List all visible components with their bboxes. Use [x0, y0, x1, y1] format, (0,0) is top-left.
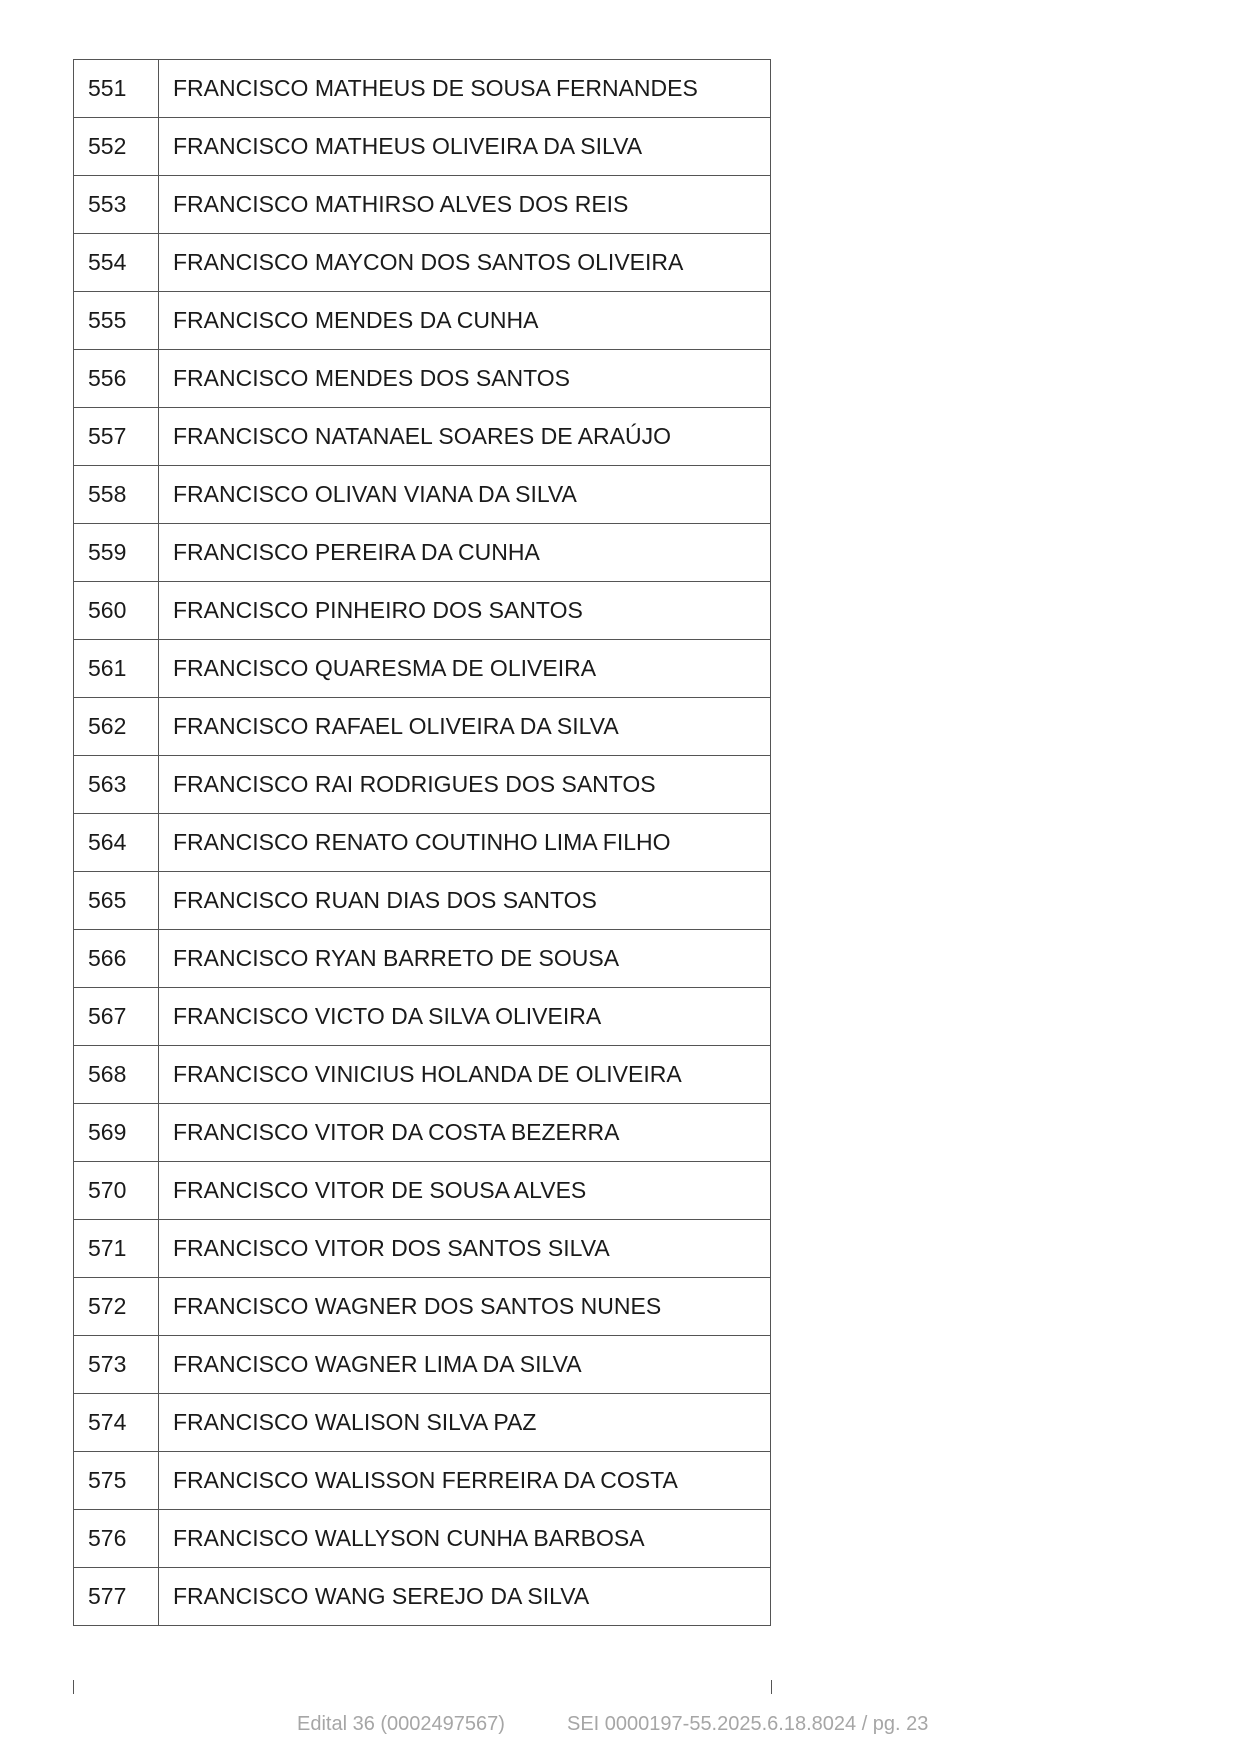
row-name: FRANCISCO WALLYSON CUNHA BARBOSA [159, 1510, 771, 1568]
row-number: 563 [74, 756, 159, 814]
row-name: FRANCISCO NATANAEL SOARES DE ARAÚJO [159, 408, 771, 466]
table-row [74, 1104, 771, 1162]
row-name: FRANCISCO QUARESMA DE OLIVEIRA [159, 640, 771, 698]
table-row [74, 292, 771, 350]
row-number: 572 [74, 1278, 159, 1336]
names-table [73, 59, 771, 1626]
row-name: FRANCISCO VITOR DA COSTA BEZERRA [159, 1104, 771, 1162]
table-row [74, 756, 771, 814]
row-name: FRANCISCO VITOR DE SOUSA ALVES [159, 1162, 771, 1220]
table-row [74, 234, 771, 292]
table-row [74, 408, 771, 466]
row-number: 557 [74, 408, 159, 466]
row-number: 551 [74, 60, 159, 118]
row-number: 562 [74, 698, 159, 756]
table-row [74, 524, 771, 582]
table-row [74, 1046, 771, 1104]
row-number: 561 [74, 640, 159, 698]
table-row [74, 1568, 771, 1626]
row-number: 569 [74, 1104, 159, 1162]
row-number: 576 [74, 1510, 159, 1568]
row-name: FRANCISCO RAFAEL OLIVEIRA DA SILVA [159, 698, 771, 756]
row-name: FRANCISCO PEREIRA DA CUNHA [159, 524, 771, 582]
table-row [74, 930, 771, 988]
table-row [74, 466, 771, 524]
row-name: FRANCISCO RAI RODRIGUES DOS SANTOS [159, 756, 771, 814]
row-number: 554 [74, 234, 159, 292]
table-row [74, 814, 771, 872]
row-name: FRANCISCO VICTO DA SILVA OLIVEIRA [159, 988, 771, 1046]
row-name: FRANCISCO VITOR DOS SANTOS SILVA [159, 1220, 771, 1278]
row-name: FRANCISCO OLIVAN VIANA DA SILVA [159, 466, 771, 524]
table-row [74, 640, 771, 698]
row-number: 553 [74, 176, 159, 234]
row-name: FRANCISCO WALISON SILVA PAZ [159, 1394, 771, 1452]
row-number: 560 [74, 582, 159, 640]
footer-sei-reference: SEI 0000197-55.2025.6.18.8024 / pg. 23 [567, 1713, 929, 1735]
row-name: FRANCISCO MATHEUS DE SOUSA FERNANDES [159, 60, 771, 118]
row-name: FRANCISCO MENDES DOS SANTOS [159, 350, 771, 408]
row-number: 567 [74, 988, 159, 1046]
row-name: FRANCISCO RENATO COUTINHO LIMA FILHO [159, 814, 771, 872]
row-name: FRANCISCO RUAN DIAS DOS SANTOS [159, 872, 771, 930]
row-name: FRANCISCO MATHEUS OLIVEIRA DA SILVA [159, 118, 771, 176]
row-number: 568 [74, 1046, 159, 1104]
row-number: 556 [74, 350, 159, 408]
table-row [74, 118, 771, 176]
table-row [74, 350, 771, 408]
row-name: FRANCISCO MATHIRSO ALVES DOS REIS [159, 176, 771, 234]
table-row [74, 1452, 771, 1510]
table-row [74, 1394, 771, 1452]
row-name: FRANCISCO WAGNER DOS SANTOS NUNES [159, 1278, 771, 1336]
row-number: 565 [74, 872, 159, 930]
row-name: FRANCISCO WANG SEREJO DA SILVA [159, 1568, 771, 1626]
table-row [74, 60, 771, 118]
row-number: 564 [74, 814, 159, 872]
row-name: FRANCISCO VINICIUS HOLANDA DE OLIVEIRA [159, 1046, 771, 1104]
table-row [74, 1162, 771, 1220]
row-name: FRANCISCO PINHEIRO DOS SANTOS [159, 582, 771, 640]
row-number: 552 [74, 118, 159, 176]
table-continuation [73, 1680, 772, 1694]
table-row [74, 988, 771, 1046]
table-row [74, 872, 771, 930]
table-row [74, 1336, 771, 1394]
row-number: 570 [74, 1162, 159, 1220]
row-number: 566 [74, 930, 159, 988]
row-number: 558 [74, 466, 159, 524]
table-row [74, 698, 771, 756]
names-table-body [74, 60, 771, 1626]
row-number: 559 [74, 524, 159, 582]
row-number: 575 [74, 1452, 159, 1510]
table-row [74, 1278, 771, 1336]
row-number: 577 [74, 1568, 159, 1626]
table-row [74, 1220, 771, 1278]
row-name: FRANCISCO MENDES DA CUNHA [159, 292, 771, 350]
row-number: 573 [74, 1336, 159, 1394]
row-number: 574 [74, 1394, 159, 1452]
table-row [74, 582, 771, 640]
row-number: 555 [74, 292, 159, 350]
row-name: FRANCISCO MAYCON DOS SANTOS OLIVEIRA [159, 234, 771, 292]
row-number: 571 [74, 1220, 159, 1278]
row-name: FRANCISCO RYAN BARRETO DE SOUSA [159, 930, 771, 988]
table-row [74, 176, 771, 234]
footer-edital: Edital 36 (0002497567) [297, 1713, 505, 1735]
table-row [74, 1510, 771, 1568]
row-name: FRANCISCO WAGNER LIMA DA SILVA [159, 1336, 771, 1394]
row-name: FRANCISCO WALISSON FERREIRA DA COSTA [159, 1452, 771, 1510]
